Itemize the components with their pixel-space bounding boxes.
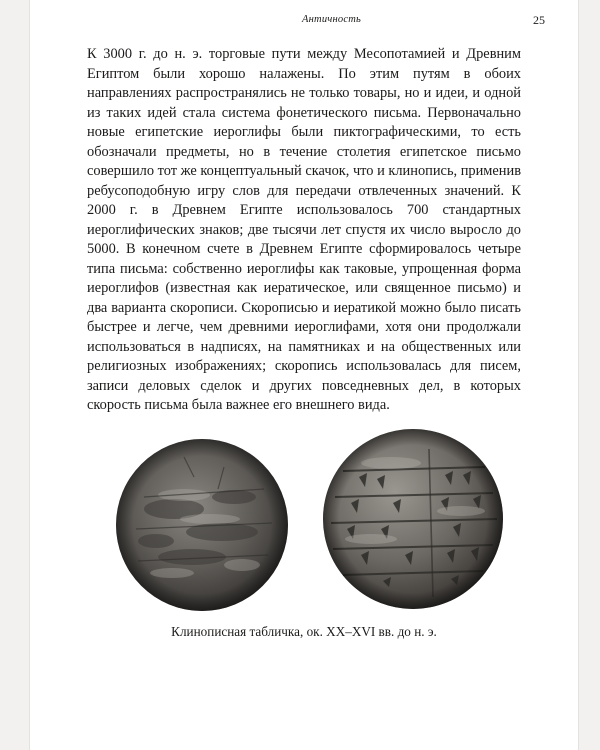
book-page [30, 0, 578, 750]
running-title: Античность [302, 14, 361, 25]
figure-cuneiform-tablets [108, 431, 498, 616]
page-header [120, 14, 543, 36]
figure-caption: Клинописная табличка, ок. XX–XVI вв. до н. э. [171, 624, 437, 639]
page-number: 25 [533, 13, 545, 27]
tablet-photo-front [114, 437, 290, 613]
tablet-front-image [114, 437, 290, 613]
tablet-photo-back [321, 427, 505, 611]
tablet-back-image [321, 427, 505, 611]
body-paragraph: К 3000 г. до н. э. торговые пути между Месопотамией и Древним Египтом были хорошо налажены. По этим путям в обоих направлениях распространялись не только товары, но и идеи, и одной из таких идей стала система фонетического письма. Первоначально новые египетские иероглифы были пиктографическими, то есть обозначали предметы, но в течение столетия египетское письмо совершило тот же концептуальный скачок, что и клинопись, применив ребусоподобную игру слов для передачи отвлеченных значений. К 2000 г. в Древнем Египте использовалось 700 стандартных иероглифических знаков; две тысячи лет спустя их число выросло до 5000. В конечном счете в Древнем Египте сформировалось четыре типа письма: собственно иероглифы как таковые, упрощенная форма иероглифов (известная как иератическое, или священное письмо) и два варианта скорописи. Скорописью и иератикой можно было писать быстрее и легче, чем древними иероглифами, хотя они продолжали использоваться в надписях, на памятниках и на общественных или религиозных изображениях; скоропись использовалась для писем, записи деловых сделок и других повседневных дел, в которых скорость письма была важнее его внешнего вида. [87, 46, 521, 413]
